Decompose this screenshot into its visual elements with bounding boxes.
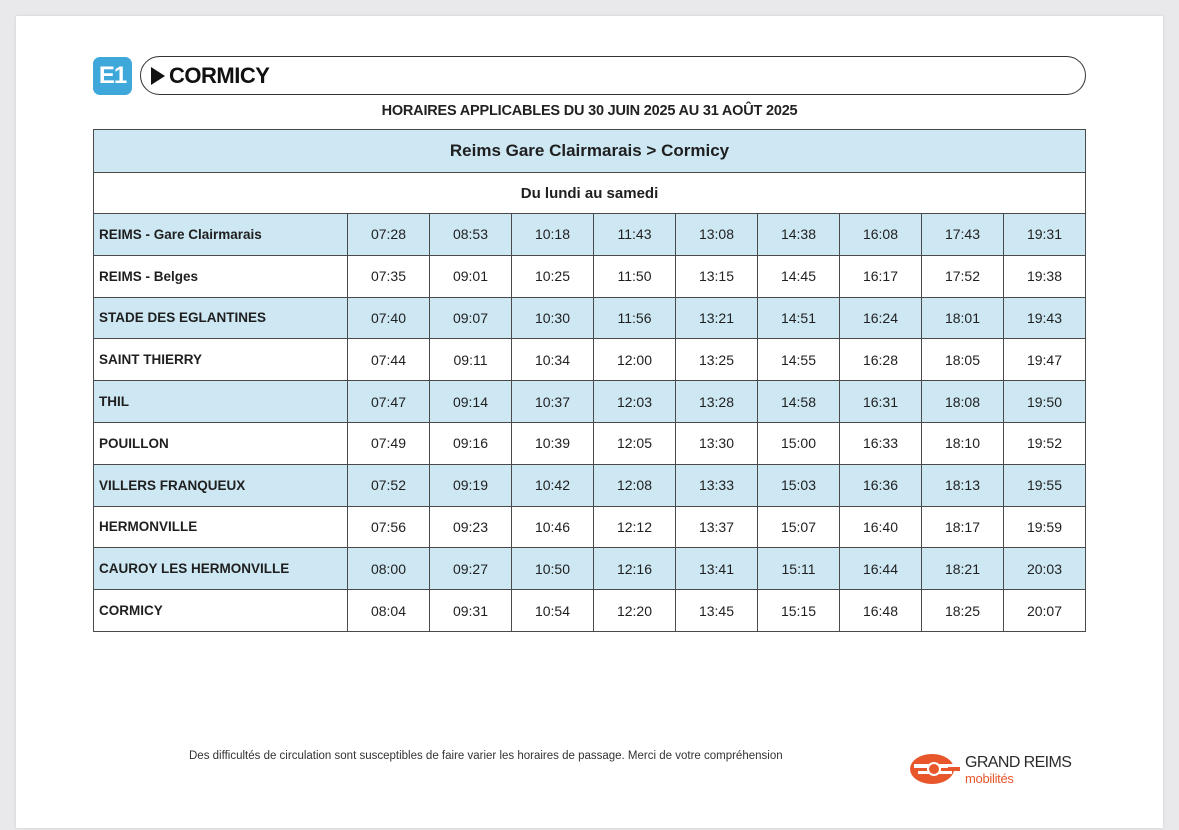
departure-time: 16:44 (840, 548, 922, 590)
departure-time: 18:01 (922, 297, 1004, 339)
departure-time: 10:37 (512, 381, 594, 423)
departure-time: 19:38 (1004, 255, 1086, 297)
departure-time: 10:54 (512, 590, 594, 632)
departure-time: 19:50 (1004, 381, 1086, 423)
departure-time: 19:47 (1004, 339, 1086, 381)
departure-time: 07:28 (348, 214, 430, 256)
departure-time: 12:03 (594, 381, 676, 423)
stop-name: STADE DES EGLANTINES (94, 297, 348, 339)
departure-time: 19:52 (1004, 422, 1086, 464)
departure-time: 10:42 (512, 464, 594, 506)
departure-time: 09:14 (430, 381, 512, 423)
logo-subtitle: mobilités (965, 771, 1014, 786)
departure-time: 18:13 (922, 464, 1004, 506)
departure-time: 12:16 (594, 548, 676, 590)
departure-time: 13:33 (676, 464, 758, 506)
departure-time: 07:35 (348, 255, 430, 297)
departure-time: 13:21 (676, 297, 758, 339)
departure-time: 16:33 (840, 422, 922, 464)
departure-time: 14:51 (758, 297, 840, 339)
timetable-row (94, 214, 1086, 256)
departure-time: 13:45 (676, 590, 758, 632)
departure-time: 09:23 (430, 506, 512, 548)
departure-time: 07:44 (348, 339, 430, 381)
departure-time: 07:40 (348, 297, 430, 339)
grand-reims-logo-icon (908, 752, 962, 786)
stop-name: THIL (94, 381, 348, 423)
departure-time: 13:41 (676, 548, 758, 590)
departure-time: 18:21 (922, 548, 1004, 590)
departure-time: 11:50 (594, 255, 676, 297)
departure-time: 17:52 (922, 255, 1004, 297)
departure-time: 15:00 (758, 422, 840, 464)
stop-name: POUILLON (94, 422, 348, 464)
departure-time: 10:46 (512, 506, 594, 548)
departure-time: 07:52 (348, 464, 430, 506)
validity-period: HORAIRES APPLICABLES DU 30 JUIN 2025 AU 31 AOÛT 2025 (381, 103, 798, 119)
stop-name: REIMS - Belges (94, 255, 348, 297)
departure-time: 10:18 (512, 214, 594, 256)
departure-time: 09:01 (430, 255, 512, 297)
departure-time: 07:47 (348, 381, 430, 423)
departure-time: 10:34 (512, 339, 594, 381)
departure-time: 09:31 (430, 590, 512, 632)
stop-name: HERMONVILLE (94, 506, 348, 548)
service-days: Du lundi au samedi (94, 173, 1086, 214)
departure-time: 16:31 (840, 381, 922, 423)
departure-time: 16:08 (840, 214, 922, 256)
departure-time: 10:39 (512, 422, 594, 464)
departure-time: 14:45 (758, 255, 840, 297)
departure-time: 19:55 (1004, 464, 1086, 506)
departure-time: 19:31 (1004, 214, 1086, 256)
timetable-row (94, 381, 1086, 423)
timetable-row (94, 464, 1086, 506)
stop-name: REIMS - Gare Clairmarais (94, 214, 348, 256)
departure-time: 12:00 (594, 339, 676, 381)
departure-time: 07:49 (348, 422, 430, 464)
grand-reims-logo (908, 752, 1088, 792)
departure-time: 13:28 (676, 381, 758, 423)
departure-time: 18:17 (922, 506, 1004, 548)
direction-title: Reims Gare Clairmarais > Cormicy (94, 130, 1086, 173)
departure-time: 12:20 (594, 590, 676, 632)
departure-time: 13:08 (676, 214, 758, 256)
departure-time: 15:03 (758, 464, 840, 506)
departure-time: 16:36 (840, 464, 922, 506)
departure-time: 11:43 (594, 214, 676, 256)
days-row (94, 173, 1086, 214)
stop-name: SAINT THIERRY (94, 339, 348, 381)
timetable-row (94, 590, 1086, 632)
departure-time: 13:25 (676, 339, 758, 381)
departure-time: 14:55 (758, 339, 840, 381)
timetable-row (94, 548, 1086, 590)
footer-disclaimer: Des difficultés de circulation sont susceptibles de faire varier les horaires de passage. Merci de votre compréhension (189, 750, 783, 762)
departure-time: 16:17 (840, 255, 922, 297)
route-header (140, 56, 1086, 95)
stop-name: VILLERS FRANQUEUX (94, 464, 348, 506)
departure-time: 09:19 (430, 464, 512, 506)
departure-time: 16:28 (840, 339, 922, 381)
play-arrow-icon (151, 67, 165, 85)
departure-time: 20:07 (1004, 590, 1086, 632)
departure-time: 09:07 (430, 297, 512, 339)
departure-time: 13:37 (676, 506, 758, 548)
departure-time: 12:08 (594, 464, 676, 506)
departure-time: 14:58 (758, 381, 840, 423)
departure-time: 19:43 (1004, 297, 1086, 339)
departure-time: 08:04 (348, 590, 430, 632)
departure-time: 17:43 (922, 214, 1004, 256)
stop-name: CORMICY (94, 590, 348, 632)
departure-time: 13:15 (676, 255, 758, 297)
departure-time: 08:00 (348, 548, 430, 590)
timetable-row (94, 506, 1086, 548)
departure-time: 13:30 (676, 422, 758, 464)
departure-time: 16:40 (840, 506, 922, 548)
departure-time: 11:56 (594, 297, 676, 339)
departure-time: 07:56 (348, 506, 430, 548)
departure-time: 09:27 (430, 548, 512, 590)
departure-time: 09:11 (430, 339, 512, 381)
line-badge: E1 (93, 57, 132, 95)
timetable-row (94, 339, 1086, 381)
departure-time: 10:25 (512, 255, 594, 297)
departure-time: 09:16 (430, 422, 512, 464)
departure-time: 14:38 (758, 214, 840, 256)
departure-time: 12:05 (594, 422, 676, 464)
departure-time: 12:12 (594, 506, 676, 548)
timetable-row (94, 255, 1086, 297)
departure-time: 10:50 (512, 548, 594, 590)
departure-time: 18:08 (922, 381, 1004, 423)
destination-title: CORMICY (169, 62, 270, 88)
stop-name: CAUROY LES HERMONVILLE (94, 548, 348, 590)
departure-time: 15:07 (758, 506, 840, 548)
departure-time: 18:05 (922, 339, 1004, 381)
departure-time: 20:03 (1004, 548, 1086, 590)
departure-time: 18:10 (922, 422, 1004, 464)
timetable-row (94, 297, 1086, 339)
departure-time: 08:53 (430, 214, 512, 256)
departure-time: 19:59 (1004, 506, 1086, 548)
logo-name: GRAND REIMS (965, 754, 1072, 771)
departure-time: 16:48 (840, 590, 922, 632)
timetable-row (94, 422, 1086, 464)
departure-time: 15:15 (758, 590, 840, 632)
departure-time: 16:24 (840, 297, 922, 339)
departure-time: 10:30 (512, 297, 594, 339)
departure-time: 18:25 (922, 590, 1004, 632)
timetable (93, 129, 1086, 632)
departure-time: 15:11 (758, 548, 840, 590)
direction-row (94, 130, 1086, 173)
